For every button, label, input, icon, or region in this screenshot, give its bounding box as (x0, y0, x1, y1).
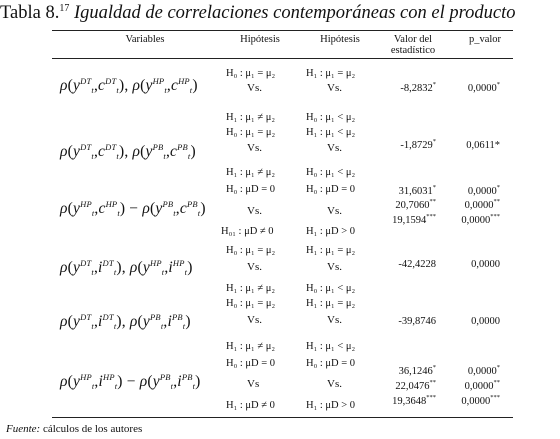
variable-6: $\rho(y^{HP}_t,i^{HP}_t) - \rho(y^{PB}_t,i^{PB}_t)$ (60, 372, 201, 391)
hyp1-row4-vs: Vs. (247, 261, 262, 273)
hyp2-row6-h0: H₀ : μD = 0 (306, 358, 356, 369)
footnote-text: cálculos de los autores (42, 423, 143, 435)
caption-label: Tabla 8. (0, 3, 60, 24)
hyp2-row3-h1: H₁ : μD > 0 (306, 226, 356, 237)
hyp2-row5-vs: Vs. (327, 314, 342, 326)
col-header-variables: Variables (125, 34, 165, 45)
p-value: 0,0000 (471, 259, 500, 270)
hyp1-row4-h1: H₁ : μ₁ ≠ μ₂ (226, 283, 276, 294)
hyp2-row2-vs: Vs. (327, 142, 342, 154)
stat-value: -1,8729* (400, 138, 436, 151)
col-header-value (378, 34, 448, 56)
hyp2-row1-vs: Vs. (327, 82, 342, 94)
stat-value: 19,3648*** (392, 394, 436, 407)
hyp1-row4-h0: H₀ : μ₁ = μ₂ (226, 245, 276, 256)
hyp2-row3-h0: H₀ : μD = 0 (306, 184, 356, 195)
stat-value: 20,7060** (395, 198, 436, 211)
header-rule (52, 58, 513, 59)
variable-3: $\rho(y^{HP}_t,c^{HP}_t) - \rho(y^{PB}_t,c^{PB}_t)$ (60, 199, 206, 218)
col-header-value-l1: Valor del (393, 34, 433, 45)
table-caption (0, 3, 560, 24)
p-value: 0,0000* (467, 81, 500, 94)
caption-title: Igualdad de correlaciones contemporáneas con el producto (73, 3, 516, 24)
bottom-rule (52, 417, 513, 418)
hyp1-row6-vs: Vs (247, 378, 260, 390)
col-header-value-l2: estadístico (390, 45, 436, 56)
stat-value: -42,4228 (398, 259, 436, 270)
hyp1-row2-vs: Vs. (247, 142, 262, 154)
p-value: 0,0000** (464, 379, 500, 392)
caption-note: 17 (59, 3, 70, 14)
hyp1-row3-vs: Vs. (247, 205, 262, 217)
hyp2-row4-h1: H₁ : μ₁ = μ₂ (306, 245, 356, 256)
hyp2-row1-h1: H₁ : μ₁ = μ₂ (306, 68, 356, 79)
stat-value: 36,1246* (398, 364, 436, 377)
hyp1-row6-h1: H₁ : μD ≠ 0 (226, 400, 275, 411)
hyp1-row1-vs: Vs. (247, 82, 262, 94)
hyp1-row2-h1: H₁ : μ₁ ≠ μ₂ (226, 167, 276, 178)
p-value: 0,0000*** (461, 213, 500, 226)
p-value: 0,0000* (467, 364, 500, 377)
hyp1-row1-h1: H₁ : μ₁ ≠ μ₂ (226, 112, 276, 123)
hyp2-row6-vs: Vs. (327, 378, 342, 390)
variable-2: $\rho(y^{DT}_t,c^{DT}_t)$, $\rho(y^{PB}_t,c^{PB}_t)$ (60, 142, 196, 161)
hyp2-row5-h0: H₁ : μ₁ < μ₂ (306, 341, 356, 352)
stat-value: 31,6031* (398, 184, 436, 197)
col-header-hyp1: Hipótesis (240, 34, 280, 45)
stat-value: -39,8746 (398, 316, 436, 327)
top-rule (52, 30, 513, 31)
hyp2-row4-vs: Vs. (327, 261, 342, 273)
footnote-label: Fuente: (6, 423, 41, 435)
stat-value: -8,2832* (400, 81, 436, 94)
p-value: 0,0000*** (461, 394, 500, 407)
variable-1: $\rho(y^{DT}_t,c^{DT}_t)$, $\rho(y^{HP}_t,c^{HP}_t)$ (60, 76, 198, 95)
footnote (6, 423, 142, 435)
hyp2-row2-h1: H₁ : μ₁ < μ₂ (306, 127, 356, 138)
stat-value: 22,0476** (395, 379, 436, 392)
hyp1-row5-h1: H₁ : μ₁ ≠ μ₂ (226, 341, 276, 352)
hyp1-row3-h1: H₀₁ : μD ≠ 0 (221, 226, 274, 237)
stat-value: 19,1594*** (392, 213, 436, 226)
hyp2-row1-h0: H₀ : μ₁ < μ₂ (306, 112, 356, 123)
hyp2-row4-h0: H₀ : μ₁ < μ₂ (306, 283, 356, 294)
hyp2-row2-h0: H₀ : μ₁ < μ₂ (306, 167, 356, 178)
p-value: 0,0000 (471, 316, 500, 327)
hyp1-row3-h0: H₀ : μD = 0 (226, 184, 276, 195)
hyp2-row3-vs: Vs. (327, 205, 342, 217)
hyp1-row2-h0: H₀ : μ₁ = μ₂ (226, 127, 276, 138)
hyp1-row6-h0: H₀ : μD = 0 (226, 358, 276, 369)
hyp1-row5-vs: Vs. (247, 314, 262, 326)
p-value: 0,0000* (467, 184, 500, 197)
p-value: 0,0000** (464, 198, 500, 211)
hyp1-row5-h0: H₀ : μ₁ = μ₂ (226, 298, 276, 309)
hyp2-row5-h1: H₁ : μ₁ = μ₂ (306, 298, 356, 309)
hyp1-row1-h0: H₀ : μ₁ = μ₂ (226, 68, 276, 79)
variable-5: $\rho(y^{DT}_t,i^{DT}_t)$, $\rho(y^{PB}_t,i^{PB}_t)$ (60, 312, 191, 331)
col-header-hyp2: Hipótesis (320, 34, 360, 45)
variable-4: $\rho(y^{DT}_t,i^{DT}_t)$, $\rho(y^{HP}_t,i^{HP}_t)$ (60, 258, 193, 277)
p-value: 0,0611* (466, 140, 500, 151)
col-header-pvalue: p_valor (468, 34, 502, 45)
hyp2-row6-h1: H₁ : μD > 0 (306, 400, 356, 411)
